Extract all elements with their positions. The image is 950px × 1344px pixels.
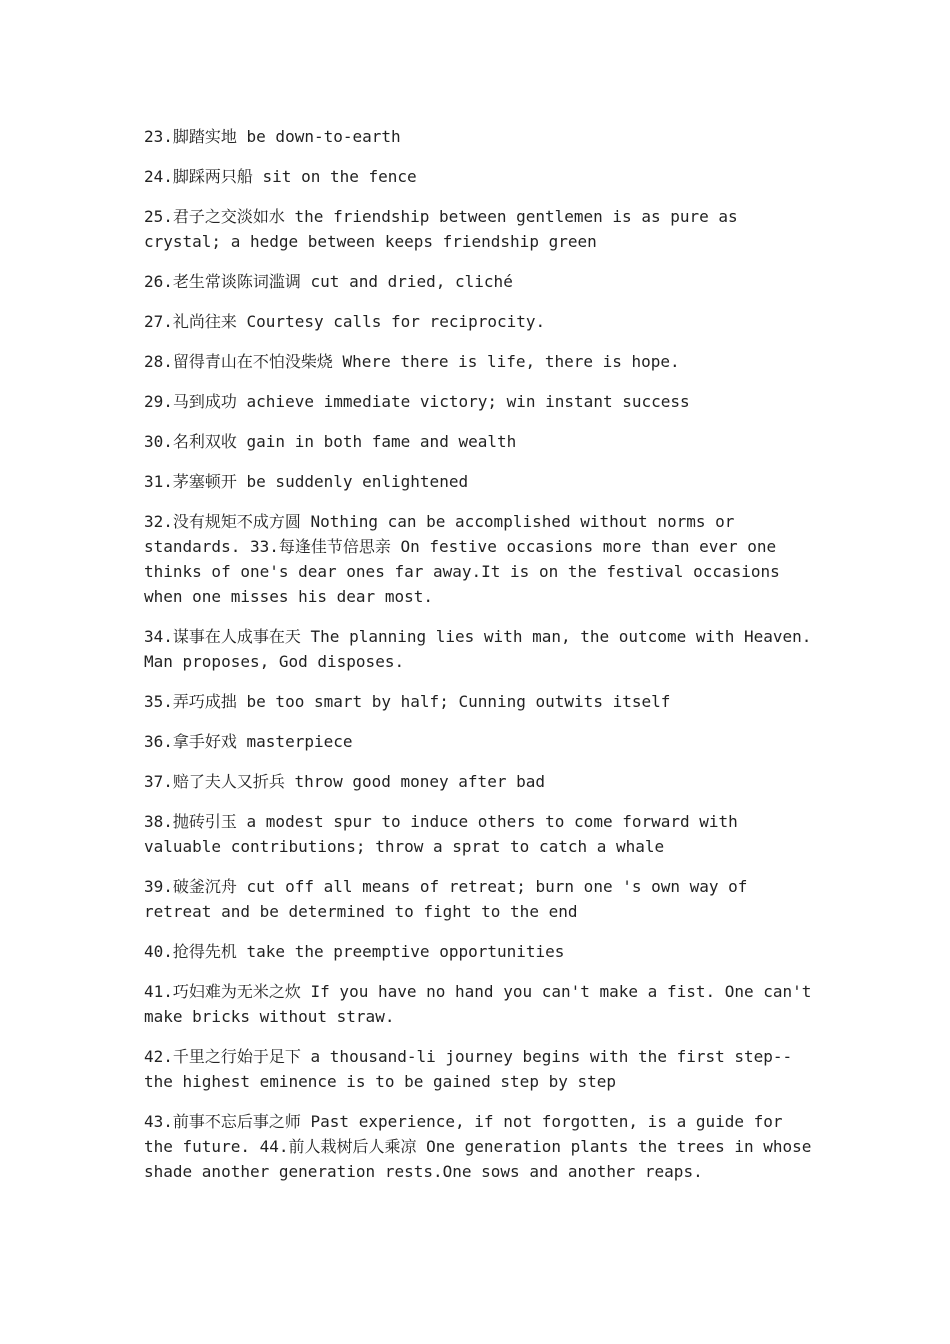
- list-item: 42.千里之行始于足下 a thousand-li journey begins with the first step--the highest eminence is to be gained step by step: [144, 1047, 793, 1091]
- list-item: 41.巧妇难为无米之炊 If you have no hand you can't make a fist. One can't make bricks without straw.: [144, 982, 812, 1026]
- list-item: 28.留得青山在不怕没柴烧 Where there is life, there is hope.: [144, 352, 680, 371]
- list-item: 37.赔了夫人又折兵 throw good money after bad: [144, 772, 545, 791]
- list-item: 23.脚踏实地 be down-to-earth: [144, 127, 401, 146]
- list-item: 31.茅塞顿开 be suddenly enlightened: [144, 472, 469, 491]
- idiom-list: [144, 124, 814, 1199]
- list-item: 26.老生常谈陈词滥调 cut and dried, cliché: [144, 272, 513, 291]
- list-item: 24.脚踩两只船 sit on the fence: [144, 167, 417, 186]
- list-item: 43.前事不忘后事之师 Past experience, if not forgotten, is a guide for the future. 44.前人栽树后人乘凉 One generation plants the trees in whose shade another generation rests.One sows and another reaps.: [144, 1112, 812, 1181]
- list-item: 35.弄巧成拙 be too smart by half; Cunning outwits itself: [144, 692, 671, 711]
- list-item: 32.没有规矩不成方圆 Nothing can be accomplished without norms or standards. 33.每逢佳节倍思亲 On festive occasions more than ever one thinks of one's dear ones far away.It is on the festival occasions when one misses his dear most.: [144, 512, 780, 606]
- list-item: 25.君子之交淡如水 the friendship between gentlemen is as pure as crystal; a hedge between keeps friendship green: [144, 207, 738, 251]
- list-item: 39.破釜沉舟 cut off all means of retreat; burn one 's own way of retreat and be determined to fight to the end: [144, 877, 748, 921]
- list-item: 27.礼尚往来 Courtesy calls for reciprocity.: [144, 312, 546, 331]
- list-item: 30.名利双收 gain in both fame and wealth: [144, 432, 517, 451]
- list-item: 40.抢得先机 take the preemptive opportunities: [144, 942, 565, 961]
- list-item: 34.谋事在人成事在天 The planning lies with man, the outcome with Heaven. Man proposes, God disposes.: [144, 627, 812, 671]
- list-item: 29.马到成功 achieve immediate victory; win instant success: [144, 392, 690, 411]
- list-item: 38.抛砖引玉 a modest spur to induce others to come forward with valuable contributions; throw a sprat to catch a whale: [144, 812, 738, 856]
- list-item: 36.拿手好戏 masterpiece: [144, 732, 353, 751]
